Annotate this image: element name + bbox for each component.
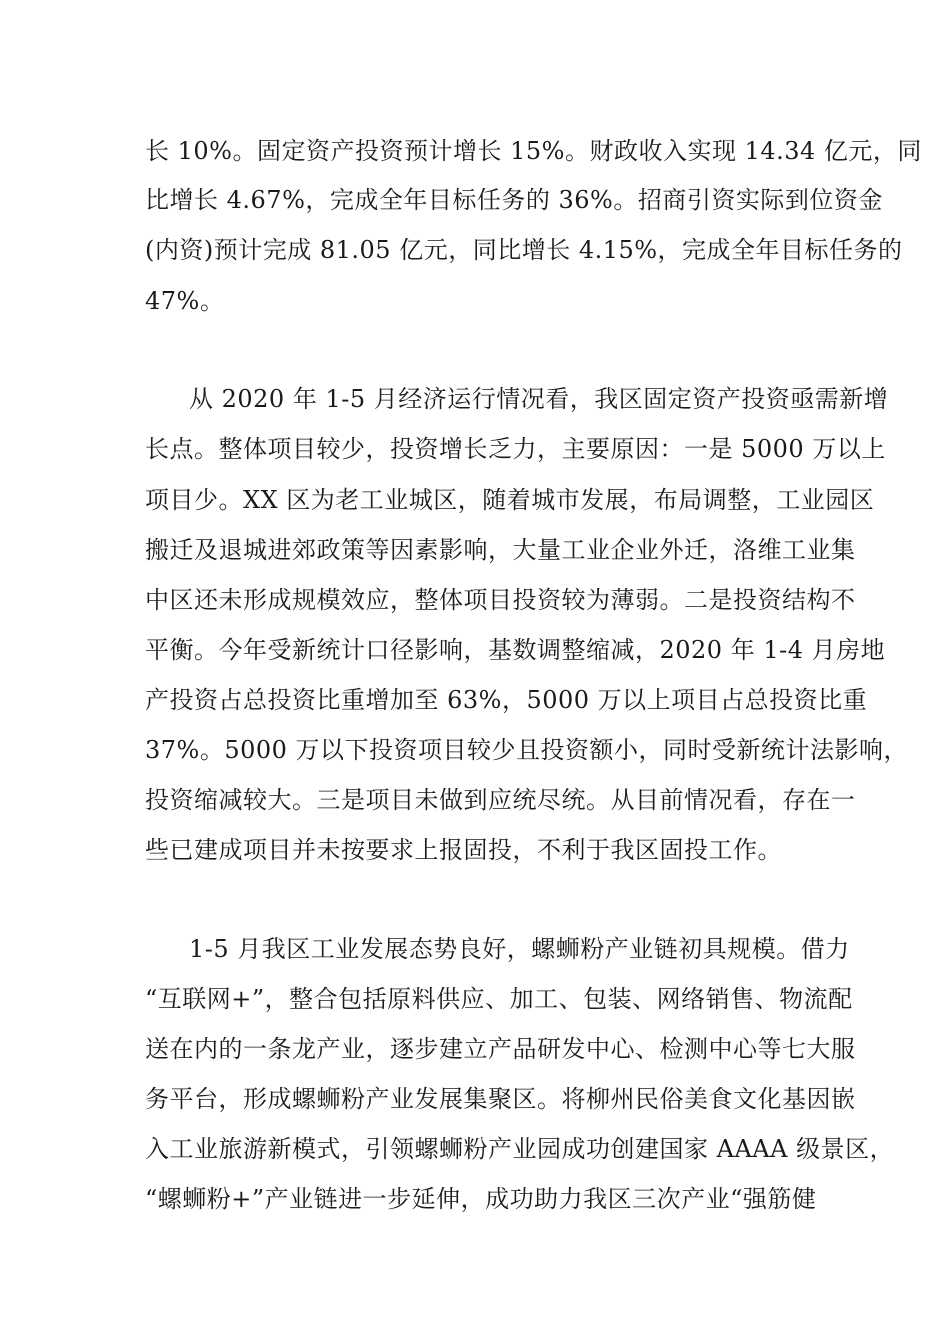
text-line: 37%。5000 万以下投资项目较少且投资额小，同时受新统计法影响，: [145, 736, 909, 764]
text-line: 送在内的一条龙产业，逐步建立产品研发中心、检测中心等七大服: [145, 1035, 856, 1063]
text-line: 投资缩减较大。三是项目未做到应统尽统。从目前情况看，存在一: [145, 786, 856, 814]
text-line: 长点。整体项目较少，投资增长乏力，主要原因：一是 5000 万以上: [145, 435, 886, 463]
text-line: 长 10%。固定资产投资预计增长 15%。财政收入实现 14.34 亿元，同: [145, 137, 922, 165]
text-line: 项目少。XX 区为老工业城区，随着城市发展，布局调整，工业园区: [145, 486, 875, 514]
text-line: “互联网+”，整合包括原料供应、加工、包装、网络销售、物流配: [145, 985, 853, 1013]
text-line: 入工业旅游新模式，引领螺蛳粉产业园成功创建国家 AAAA 级景区，: [145, 1135, 895, 1163]
text-line: 47%。: [145, 287, 225, 315]
text-line: 平衡。今年受新统计口径影响，基数调整缩减，2020 年 1-4 月房地: [145, 636, 886, 664]
text-line: 务平台，形成螺蛳粉产业发展集聚区。将柳州民俗美食文化基因嵌: [145, 1085, 856, 1113]
text-line: 中区还未形成规模效应，整体项目投资较为薄弱。二是投资结构不: [145, 586, 856, 614]
text-line: 搬迁及退城进郊政策等因素影响，大量工业企业外迁，洛维工业集: [145, 536, 856, 564]
text-line: 些已建成项目并未按要求上报固投，不利于我区固投工作。: [145, 836, 782, 864]
text-line: 从 2020 年 1-5 月经济运行情况看，我区固定资产投资亟需新增: [189, 385, 889, 413]
text-line: 1-5 月我区工业发展态势良好，螺蛳粉产业链初具规模。借力: [189, 935, 850, 963]
text-line: “螺蛳粉+”产业链进一步延伸，成功助力我区三次产业“强筋健: [145, 1185, 817, 1213]
text-line: (内资)预计完成 81.05 亿元，同比增长 4.15%，完成全年目标任务的: [145, 236, 903, 264]
text-line: 产投资占总投资比重增加至 63%，5000 万以上项目占总投资比重: [145, 686, 868, 714]
text-line: 比增长 4.67%，完成全年目标任务的 36%。招商引资实际到位资金: [145, 186, 883, 214]
